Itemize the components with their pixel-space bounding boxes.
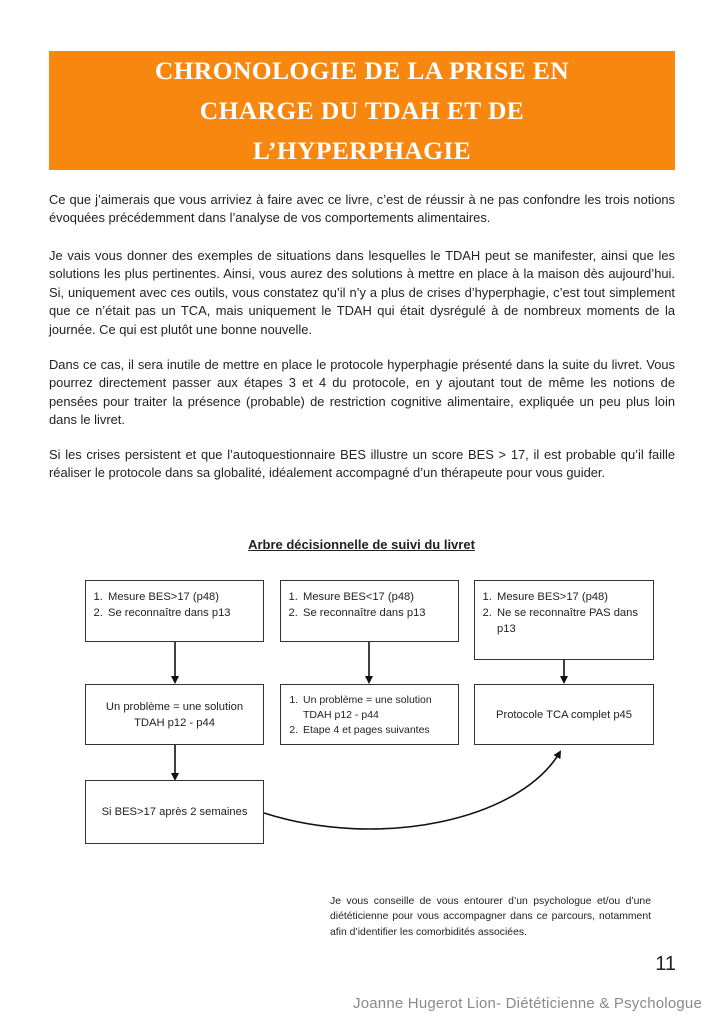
decision-box-bes-high-not-recognized	[474, 580, 654, 660]
decision-box-tdah-solution	[85, 684, 264, 745]
box2-item: 2. Se reconnaître dans p13	[301, 605, 454, 621]
box4-text: Un problème = une solution TDAH p12 - p44	[105, 700, 244, 729]
decision-box-bes-after-two-weeks	[85, 780, 264, 844]
box7-text: Si BES>17 après 2 semaines	[101, 806, 248, 818]
box3-item: 1. Mesure BES>17 (p48)	[495, 589, 649, 605]
decision-box-tca-protocol	[474, 684, 654, 745]
decision-box-bes-low-recognized	[280, 580, 459, 642]
page-number: 11	[655, 953, 676, 975]
advice-note: Je vous conseille de vous entourer d’un psychologue et/ou d’une diététicienne pour vous accompagner dans ce parcours, notamment afin d’identifier les comorbidités associées.	[330, 896, 651, 938]
page-title: CHRONOLOGIE DE LA PRISE EN CHARGE DU TDAH ET DE L’HYPERPHAGIE	[154, 55, 570, 165]
decision-tree-title: Arbre décisionnelle de suivi du livret	[248, 537, 475, 552]
decision-box-tdah-solution-step4	[280, 684, 459, 745]
box6-text: Protocole TCA complet p45	[496, 708, 632, 721]
protocol-paragraph: Dans ce cas, il sera inutile de mettre en place le protocole hyperphagie présenté dans la suite du livret. Vous pourrez directement passer aux étapes 3 et 4 du protocole, en y ajoutant tout de même les notions de pensées pour traiter la présence (probable) de restriction cognitive alimentaire, expliquée un peu plus loin dans le livret.	[49, 357, 675, 428]
box5-item: 1. Un problème = une solution TDAH p12 - p44	[301, 693, 454, 723]
box2-item: 1. Mesure BES<17 (p48)	[301, 589, 454, 605]
box3-item: 2. Ne se reconnaître PAS dans p13	[495, 605, 649, 637]
footer-author: Joanne Hugerot Lion- Diététicienne & Psychologue	[353, 995, 702, 1012]
decision-box-bes-high-recognized	[85, 580, 264, 642]
examples-paragraph: Je vais vous donner des exemples de situations dans lesquelles le TDAH peut se manifester, ainsi que les solutions les plus pertinentes. Ainsi, vous aurez des solutions à mettre en place à la maison dès aujourd’hui. Si, uniquement avec ces outils, vous constatez qu’il n’y a plus de crises d’hyperphagie, c’est tout simplement que ce n’était pas un TCA, mais uniquement le TDAH qui était dysrégulé à de nombreux moments de la journée. Ce qui est plutôt une bonne nouvelle.	[49, 248, 675, 337]
box1-item: 1. Mesure BES>17 (p48)	[106, 589, 259, 605]
intro-paragraph: Ce que j’aimerais que vous arriviez à faire avec ce livre, c’est de réussir à ne pas confondre les trois notions évoquées précédemment dans l’analyse de vos comportements alimentaires.	[49, 192, 675, 226]
arrow-box7-to-box6	[264, 752, 560, 829]
box5-item: 2. Etape 4 et pages suivantes	[301, 723, 454, 738]
persistence-paragraph: Si les crises persistent et que l’autoquestionnaire BES illustre un score BES > 17, il est probable qu’il faille réaliser le protocole dans sa globalité, idéalement accompagné d’un thérapeute pour vous guider.	[49, 447, 675, 481]
box1-item: 2. Se reconnaître dans p13	[106, 605, 259, 621]
